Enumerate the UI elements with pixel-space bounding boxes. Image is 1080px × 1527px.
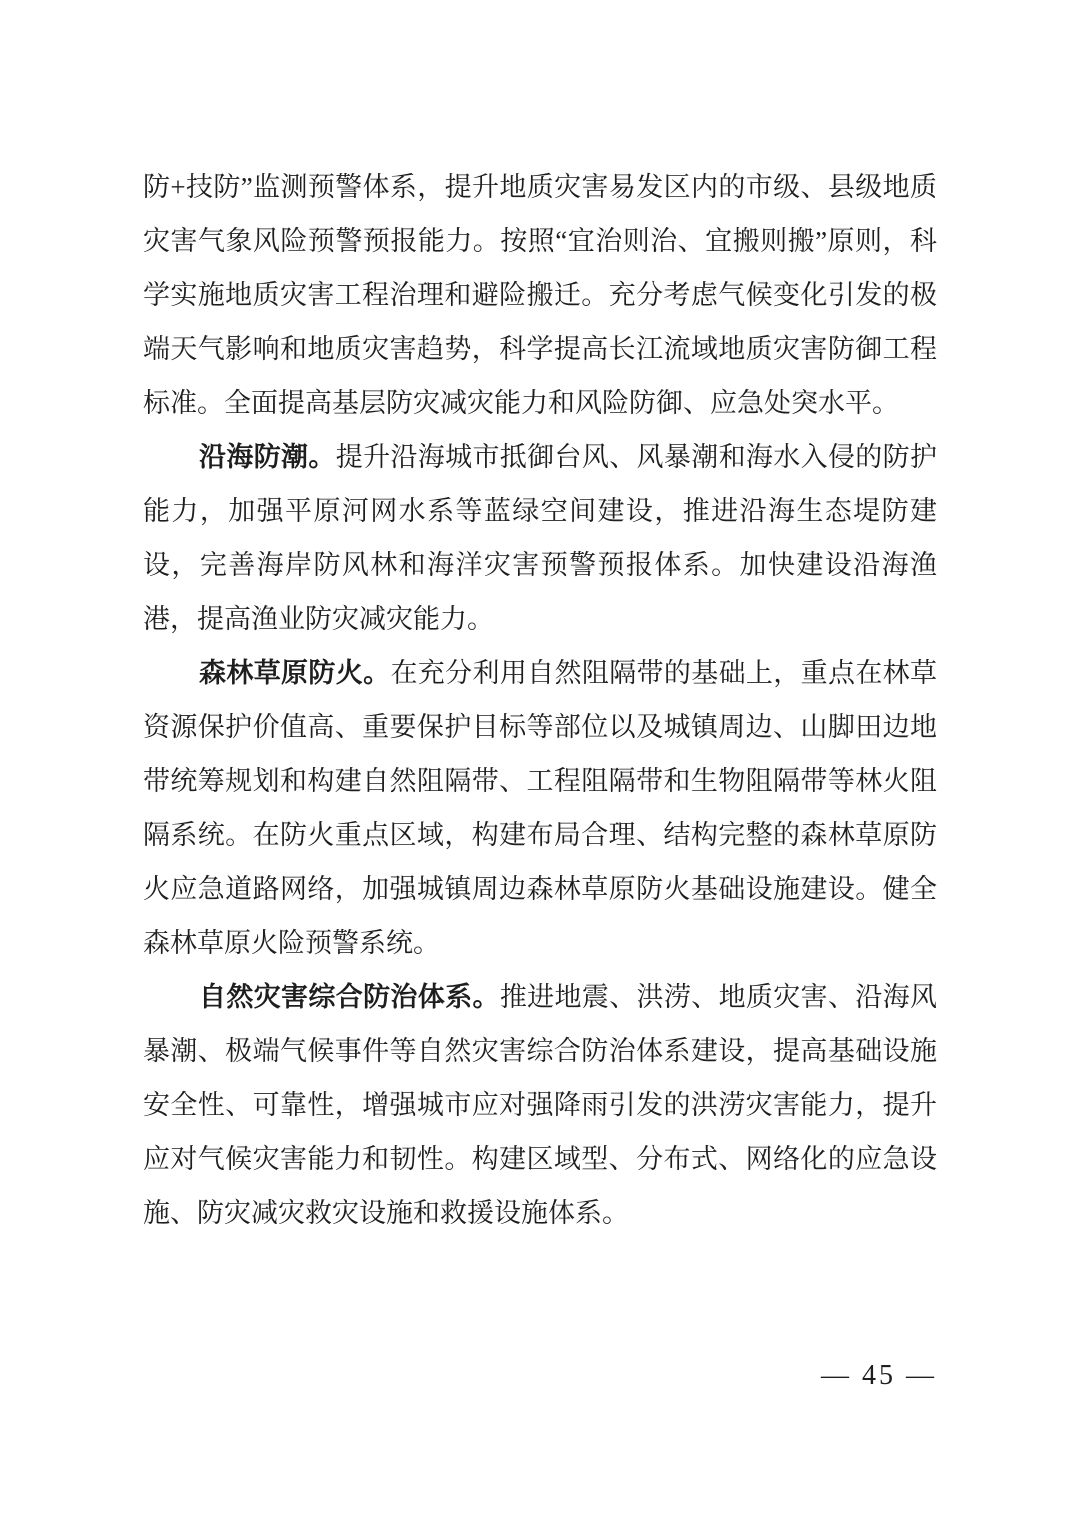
paragraph-lead: 自然灾害综合防治体系。 <box>199 982 500 1012</box>
paragraph-lead: 森林草原防火。 <box>199 658 391 688</box>
paragraph-lead: 沿海防潮。 <box>199 442 336 472</box>
paragraph-forest-grassland-fire-prevention <box>143 646 937 970</box>
document-body <box>143 160 937 1240</box>
paragraph-text: 在充分利用自然阻隔带的基础上，重点在林草资源保护价值高、重要保护目标等部位以及城镇周边、山脚田边地带统筹规划和构建自然阻隔带、工程阻隔带和生物阻隔带等林火阻隔系统。在防火重点区域，构建布局合理、结构完整的森林草原防火应急道路网络，加强城镇周边森林草原防火基础设施建设。健全森林草原火险预警系统。 <box>143 658 938 958</box>
paragraph-geological-hazards <box>143 160 937 430</box>
paragraph-text: 推进地震、洪涝、地质灾害、沿海风暴潮、极端气候事件等自然灾害综合防治体系建设，提高基础设施安全性、可靠性，增强城市应对强降雨引发的洪涝灾害能力，提升应对气候灾害能力和韧性。构建区域型、分布式、网络化的应急设施、防灾减灾救灾设施和救援设施体系。 <box>143 982 938 1228</box>
paragraph-coastal-tide-defense <box>143 430 937 646</box>
paragraph-text: 提升沿海城市抵御台风、风暴潮和海水入侵的防护能力，加强平原河网水系等蓝绿空间建设，推进沿海生态堤防建设，完善海岸防风林和海洋灾害预警预报体系。加快建设沿海渔港，提高渔业防灾减灾能力。 <box>143 442 938 634</box>
paragraph-text: 防+技防”监测预警体系，提升地质灾害易发区内的市级、县级地质灾害气象风险预警预报能力。按照“宜治则治、宜搬则搬”原则，科学实施地质灾害工程治理和避险搬迁。充分考虑气候变化引发的极端天气影响和地质灾害趋势，科学提高长江流域地质灾害防御工程标准。全面提高基层防灾减灾能力和风险防御、应急处突水平。 <box>143 172 937 418</box>
page-number: — 45 — <box>821 1360 937 1391</box>
paragraph-natural-disaster-prevention-system <box>143 970 937 1240</box>
